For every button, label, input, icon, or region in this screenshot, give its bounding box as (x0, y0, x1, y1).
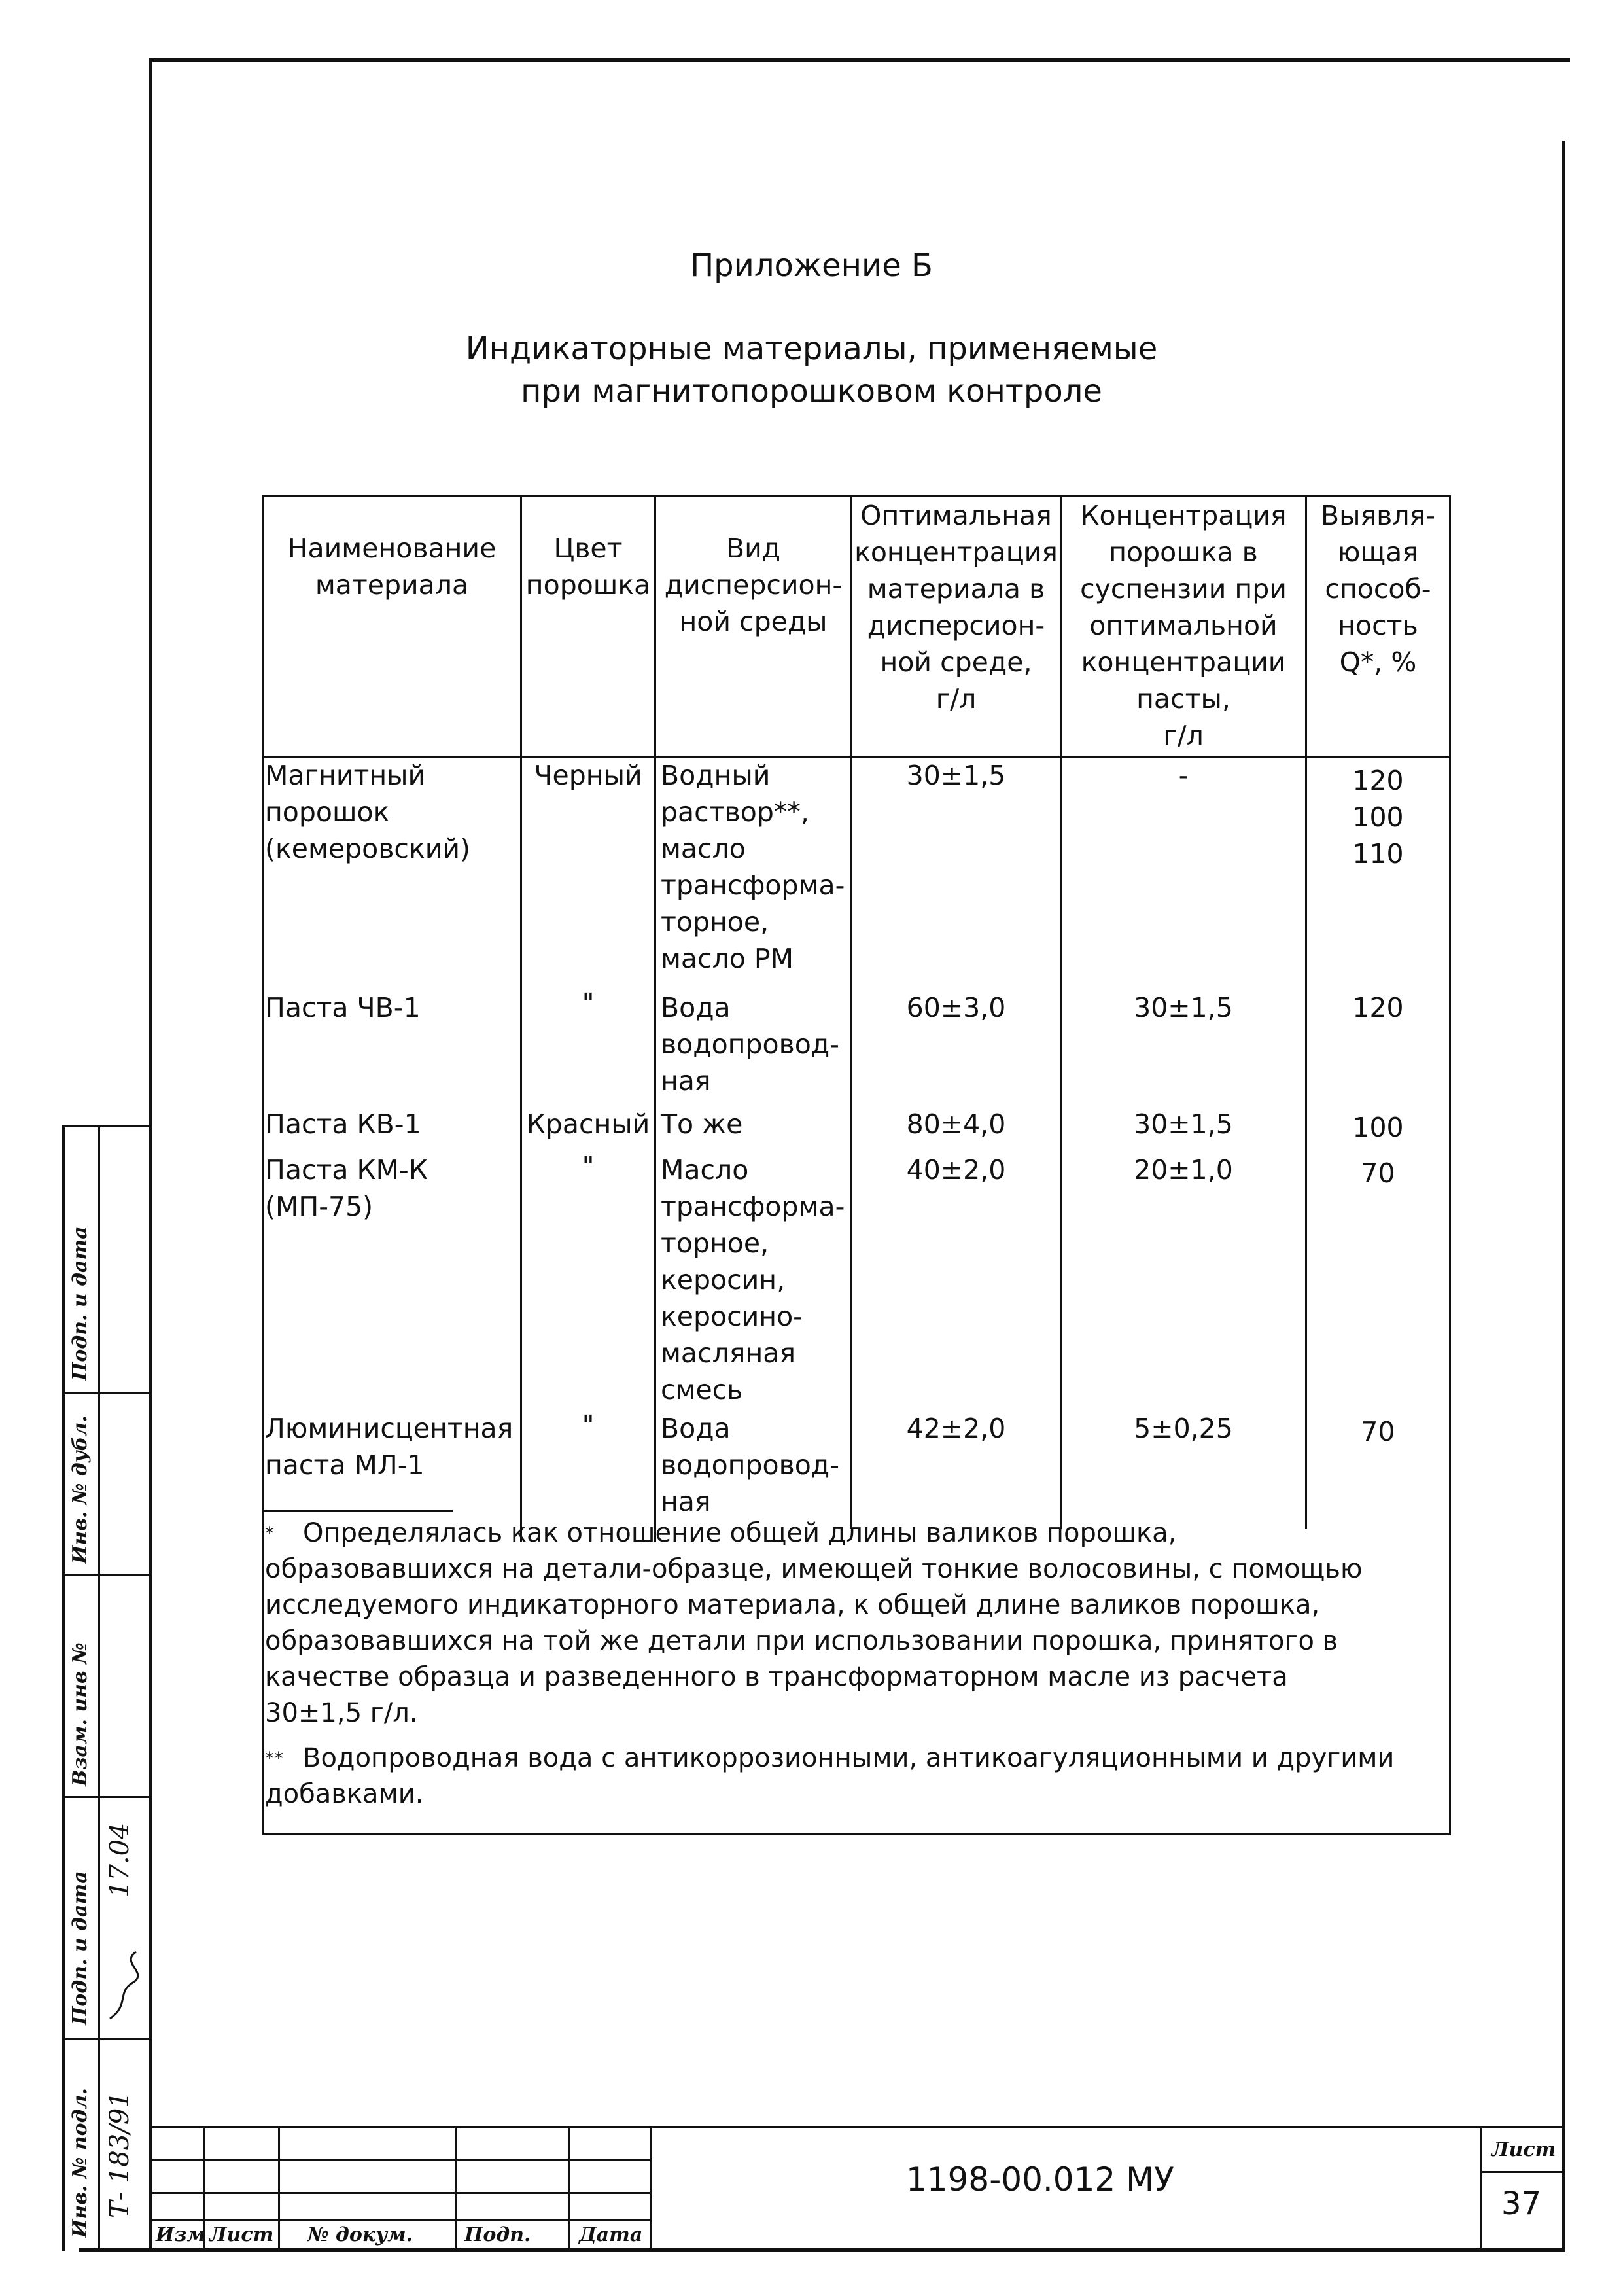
col-header-detectability: Выявля- ющая способ- ность Q*, % (1321, 500, 1435, 678)
row2-optimal-concentration: 60±3,0 (906, 992, 1006, 1023)
title-block-col-rule (650, 2126, 652, 2250)
row2-powder-concentration: 30±1,5 (1134, 992, 1233, 1023)
row5-powder-color: " (582, 1409, 595, 1441)
side-label-replace-inv: Взам. инв № (69, 1642, 92, 1786)
signature-scribble (103, 1947, 143, 2025)
row2-detectability: 120 (1352, 992, 1404, 1023)
frame-right-border (1562, 141, 1565, 2251)
title-block-rule (152, 2219, 651, 2221)
tb-label-change: Изм (156, 2223, 206, 2246)
table-heading-line2: при магнитопорошковом контроле (521, 373, 1102, 410)
footnote-2-line: Водопроводная вода с антикоррозионными, антикоагуляционными и другими (303, 1743, 1395, 1773)
sheet-number: 37 (1501, 2185, 1542, 2222)
row3-optimal-concentration: 80±4,0 (906, 1108, 1006, 1140)
row4-material-name: Паста КМ-К (МП-75) (265, 1154, 428, 1222)
tb-label-date: Дата (579, 2223, 643, 2246)
row1-powder-concentration: - (1178, 760, 1189, 791)
row4-dispersion-medium: Масло трансформа- торное, керосин, керосино- масляная смесь (661, 1154, 845, 1405)
row3-dispersion-medium: То же (661, 1108, 743, 1140)
document-number: 1198-00.012 МУ (906, 2161, 1174, 2199)
footnote-1-mark: * (265, 1523, 274, 1544)
title-block-col-rule (278, 2126, 280, 2250)
row5-detectability: 70 (1361, 1416, 1395, 1447)
footnote-2-line: добавками. (265, 1779, 424, 1809)
frame-top-border (149, 58, 1570, 62)
side-stamp-rule (62, 1796, 150, 1798)
row4-powder-concentration: 20±1,0 (1134, 1154, 1233, 1186)
side-stamp-rule (98, 1125, 100, 2251)
row1-powder-color: Черный (534, 760, 642, 791)
row3-powder-color: Красный (526, 1108, 650, 1140)
row5-powder-concentration: 5±0,25 (1134, 1413, 1233, 1444)
table-left-rule (262, 495, 264, 1835)
frame-bottom-border (79, 2248, 1565, 2252)
footnote-2 (265, 1740, 1442, 1812)
col-header-powder-concentration: Концентрация порошка в суспензии при оптимальной концентрации пасты, г/л (1080, 500, 1287, 751)
side-stamp-rule (62, 1392, 150, 1394)
table-heading-line1: Индикаторные материалы, применяемые (465, 330, 1158, 367)
title-block-col-rule (1480, 2126, 1482, 2250)
tb-label-sheet: Лист (209, 2223, 274, 2246)
row1-optimal-concentration: 30±1,5 (906, 760, 1006, 791)
row5-dispersion-medium: Вода водопровод- ная (661, 1413, 839, 1517)
tb-label-doc-no: № докум. (307, 2223, 413, 2246)
sheet-label: Лист (1492, 2138, 1556, 2161)
side-label-sign-date: Подп. и дата (69, 1871, 92, 2025)
title-block-top-rule (152, 2126, 1562, 2128)
footnote-1-line: исследуемого индикаторного материала, к общей длине валиков порошка, (265, 1590, 1320, 1620)
side-label-inv-duplicate: Инв. № дубл. (69, 1415, 92, 1564)
footnote-separator (263, 1510, 453, 1512)
footnote-2-mark: ** (265, 1748, 283, 1769)
footnote-1-line: образовавшихся на той же детали при использовании порошка, принятого в (265, 1626, 1338, 1656)
footnote-1 (265, 1515, 1442, 1731)
col-header-material-name: Наименование материала (287, 533, 497, 601)
row2-material-name: Паста ЧВ-1 (265, 992, 421, 1023)
row3-material-name: Паста КВ-1 (265, 1108, 421, 1140)
footnote-1-line: 30±1,5 г/л. (265, 1698, 418, 1728)
col-header-powder-color: Цвет порошка (525, 533, 651, 601)
side-stamp-rule (62, 2038, 150, 2040)
appendix-title: Приложение Б (690, 247, 933, 284)
side-stamp-rule (62, 1574, 150, 1576)
title-block-col-rule (455, 2126, 457, 2250)
side-sign-date: 17.04 (105, 1822, 135, 1898)
tb-label-signature: Подп. (464, 2223, 531, 2246)
row4-optimal-concentration: 40±2,0 (906, 1154, 1006, 1186)
row5-optimal-concentration: 42±2,0 (906, 1413, 1006, 1444)
side-inv-number: Т- 183/91 (105, 2091, 135, 2218)
side-stamp-rule (62, 1125, 150, 1127)
side-stamp-rule (62, 1125, 65, 2251)
row5-material-name: Люминисцентная паста МЛ-1 (265, 1413, 514, 1481)
row2-dispersion-medium: Вода водопровод- ная (661, 992, 839, 1097)
row2-powder-color: " (582, 987, 595, 1019)
row1-detectability: 120 100 110 (1352, 765, 1404, 870)
row1-material-name: Магнитный порошок (кемеровский) (265, 760, 471, 864)
side-label-sign-date-2: Подп. и дата (69, 1226, 92, 1381)
col-header-optimal-concentration: Оптимальная концентрация материала в дисперсион- ной среде, г/л (854, 500, 1058, 715)
title-block-rule (152, 2192, 651, 2194)
footnote-1-line: образовавшихся на детали-образце, имеющей тонкие волосовины, с помощью (265, 1554, 1363, 1584)
title-block-col-rule (568, 2126, 570, 2250)
table-col-rule (654, 495, 656, 1542)
side-label-inv-original: Инв. № подл. (69, 2088, 92, 2238)
col-header-dispersion-medium: Вид дисперсион- ной среды (664, 533, 843, 637)
row4-powder-color: " (582, 1151, 595, 1182)
row3-detectability: 100 (1352, 1112, 1404, 1143)
row3-powder-concentration: 30±1,5 (1134, 1108, 1233, 1140)
title-block-rule (152, 2159, 651, 2161)
row1-dispersion-medium: Водный раствор**, масло трансформа- торное, масло РМ (661, 760, 845, 974)
title-block-rule (1480, 2171, 1562, 2173)
footnote-1-line: Определялась как отношение общей длины валиков порошка, (303, 1518, 1177, 1548)
table-right-rule (1449, 495, 1451, 1835)
footnote-1-line: качестве образца и разведенного в трансформаторном масле из расчета (265, 1662, 1288, 1692)
table-bottom-rule (262, 1833, 1451, 1835)
row4-detectability: 70 (1361, 1157, 1395, 1189)
